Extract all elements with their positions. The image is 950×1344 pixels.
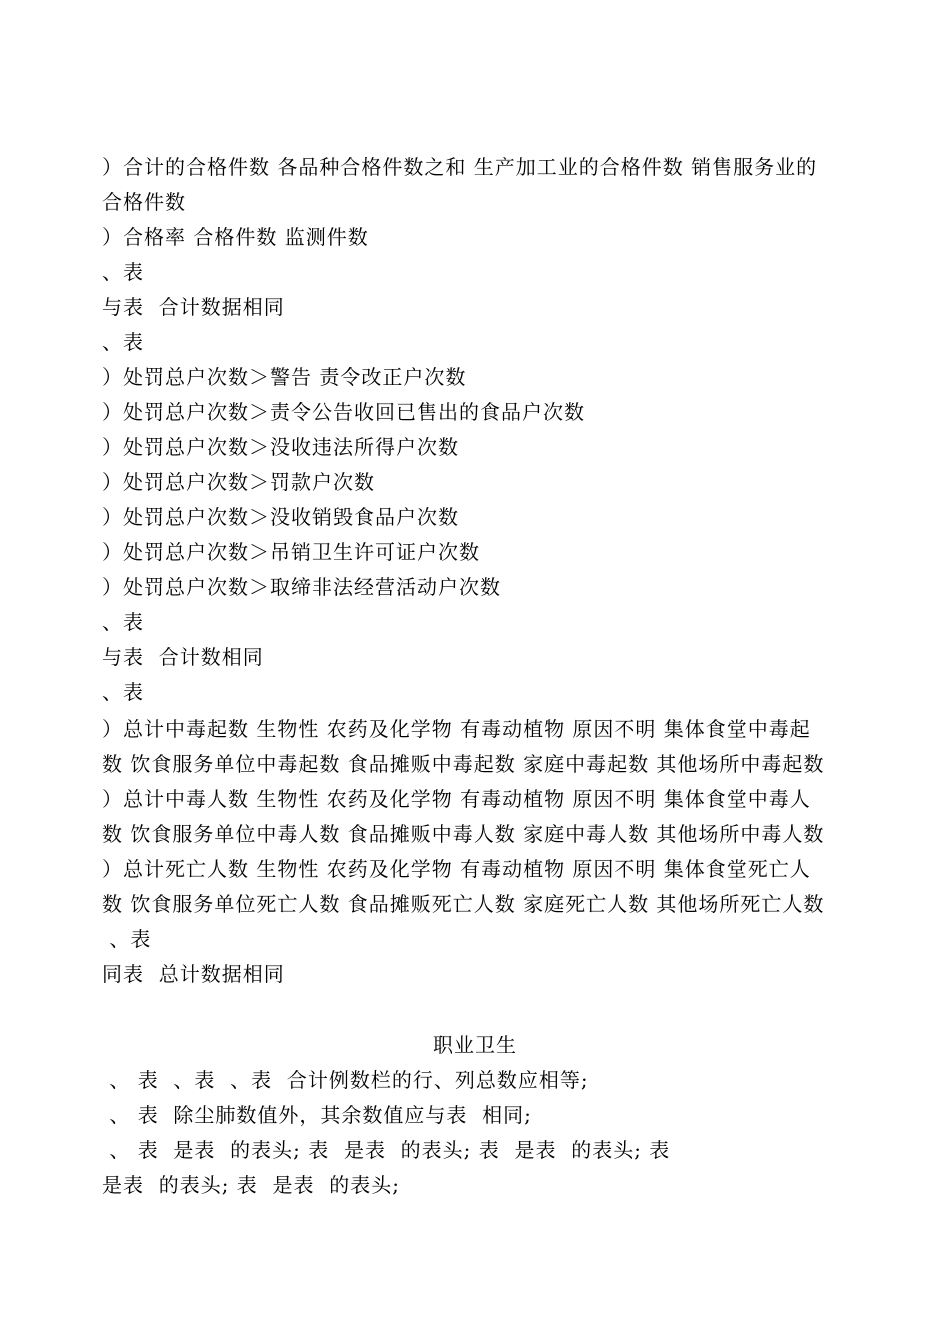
text-line: ）总计中毒人数 生物性 农药及化学物 有毒动植物 原因不明 集体食堂中毒人 — [102, 787, 811, 811]
text-line: 合格件数 — [102, 190, 186, 214]
text-line: 、 表 、表 、表 合计例数栏的行、列总数应相等; — [102, 1068, 589, 1092]
text-line: ）处罚总户次数＞没收销毁食品户次数 — [102, 505, 459, 529]
text-line: 数 饮食服务单位死亡人数 食品摊贩死亡人数 家庭死亡人数 其他场所死亡人数 — [102, 892, 825, 916]
text-line: 数 饮食服务单位中毒起数 食品摊贩中毒起数 家庭中毒起数 其他场所中毒起数 — [102, 752, 825, 776]
text-line: 与表 合计数相同 — [102, 645, 264, 669]
text-line: ）合计的合格件数 各品种合格件数之和 生产加工业的合格件数 销售服务业的 — [102, 155, 818, 179]
text-line: 、 表 除尘肺数值外，其余数值应与表 相同; — [102, 1103, 532, 1127]
text-line: 、表 — [102, 680, 144, 704]
text-line: 、表 — [102, 927, 152, 951]
text-line: ）合格率 合格件数 监测件数 — [102, 225, 369, 249]
section-title: 职业卫生 — [433, 1033, 517, 1057]
text-line: 数 饮食服务单位中毒人数 食品摊贩中毒人数 家庭中毒人数 其他场所中毒人数 — [102, 822, 825, 846]
text-line: 同表 总计数据相同 — [102, 962, 285, 986]
text-line: 、 表 是表 的表头; 表 是表 的表头; 表 是表 的表头; 表 — [102, 1138, 671, 1162]
text-line: 是表 的表头; 表 是表 的表头; — [102, 1173, 400, 1197]
text-line: ）总计中毒起数 生物性 农药及化学物 有毒动植物 原因不明 集体食堂中毒起 — [102, 717, 811, 741]
text-line: 与表 合计数据相同 — [102, 295, 285, 319]
text-line: ）处罚总户次数＞罚款户次数 — [102, 470, 375, 494]
text-line: ）处罚总户次数＞警告 责令改正户次数 — [102, 365, 467, 389]
text-line: 、表 — [102, 260, 144, 284]
text-line: ）处罚总户次数＞责令公告收回已售出的食品户次数 — [102, 400, 585, 424]
text-line: 、表 — [102, 610, 144, 634]
text-line: ）处罚总户次数＞没收违法所得户次数 — [102, 435, 459, 459]
text-line: 、表 — [102, 330, 144, 354]
text-line: ）总计死亡人数 生物性 农药及化学物 有毒动植物 原因不明 集体食堂死亡人 — [102, 857, 811, 881]
text-line: ）处罚总户次数＞吊销卫生许可证户次数 — [102, 540, 480, 564]
text-line: ）处罚总户次数＞取缔非法经营活动户次数 — [102, 575, 501, 599]
